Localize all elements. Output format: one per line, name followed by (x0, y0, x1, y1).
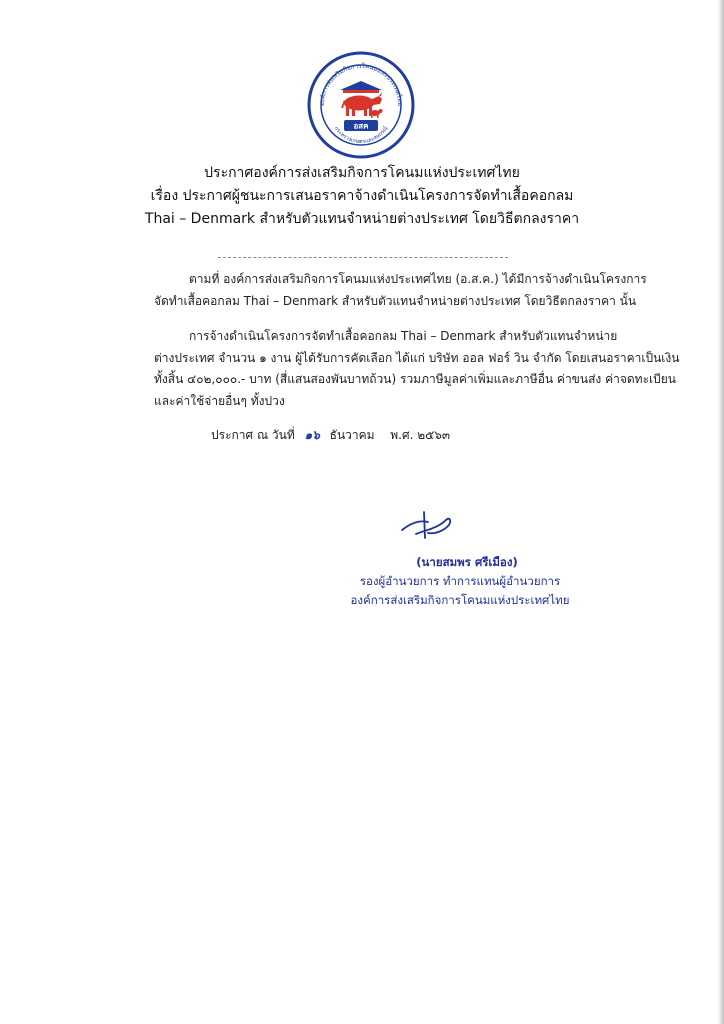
divider-line (218, 257, 508, 258)
paragraph-award-line: ทั้งสิ้น ๔๐๒,๐๐๐.- บาท (สี่แสนสองพันบาทถ้วน) รวมภาษีมูลค่าเพิ่มและภาษีอื่น ค่าขนส่ง ค่าจดทะเบียน (154, 372, 676, 386)
title-line-2: เรื่อง ประกาศผู้ชนะการเสนอราคาจ้างดำเนินโครงการจัดทำเสื้อคอกลม (150, 188, 574, 204)
logo-ring-text-bottom: กระทรวงเกษตรและสหกรณ์ (332, 125, 390, 146)
dpo-emblem-icon (306, 50, 416, 160)
logo-ring-text-top: องค์การส่งเสริมกิจการโคนมแห่งประเทศไทย (318, 62, 404, 107)
date-prefix: ประกาศ ณ วันที่ (211, 428, 295, 442)
scan-edge-shadow (718, 0, 724, 1024)
date-month: ธันวาคม (329, 428, 375, 442)
title-line-1: ประกาศองค์การส่งเสริมกิจการโคนมแห่งประเทศไทย (204, 165, 520, 181)
paragraph-award-line: และค่าใช้จ่ายอื่นๆ ทั้งปวง (154, 393, 285, 408)
signatory-block (330, 553, 590, 610)
handwritten-signature (398, 508, 458, 546)
paragraph-intro (154, 269, 650, 312)
paragraph-award (154, 326, 680, 412)
date-day: ๑๖ (304, 428, 320, 442)
paragraph-award-line: การจ้างดำเนินโครงการจัดทำเสื้อคอกลม Thai – Denmark สำหรับตัวแทนจำหน่าย (189, 329, 618, 343)
paragraph-intro-line: ตามที่ องค์การส่งเสริมกิจการโคนมแห่งประเทศไทย (อ.ส.ค.) ได้มีการจ้างดำเนินโครงการ (189, 272, 647, 286)
logo-abbr: อสค (353, 121, 369, 131)
dpo-logo (306, 50, 416, 160)
paragraph-intro-line: จัดทำเสื้อคอกลม Thai – Denmark สำหรับตัวแทนจำหน่ายต่างประเทศ โดยวิธีตกลงราคา นั้น (154, 293, 637, 308)
signatory-position: รองผู้อำนวยการ ทำการแทนผู้อำนวยการ (359, 574, 561, 588)
announcement-title (20, 162, 704, 231)
signatory-organization: องค์การส่งเสริมกิจการโคนมแห่งประเทศไทย (350, 593, 570, 607)
signatory-name: (นายสมพร ศรีเมือง) (416, 555, 518, 569)
title-line-3: Thai – Denmark สำหรับตัวแทนจำหน่ายต่างประเทศ โดยวิธีตกลงราคา (144, 211, 580, 227)
date-year: พ.ศ. ๒๕๖๓ (390, 428, 451, 442)
announcement-date (211, 426, 450, 445)
paragraph-award-line: ต่างประเทศ จำนวน ๑ งาน ผู้ได้รับการคัดเลือก ได้แก่ บริษัท ออล ฟอร์ วิน จำกัด โดยเสนอราคาเป็นเงิน (154, 350, 680, 365)
